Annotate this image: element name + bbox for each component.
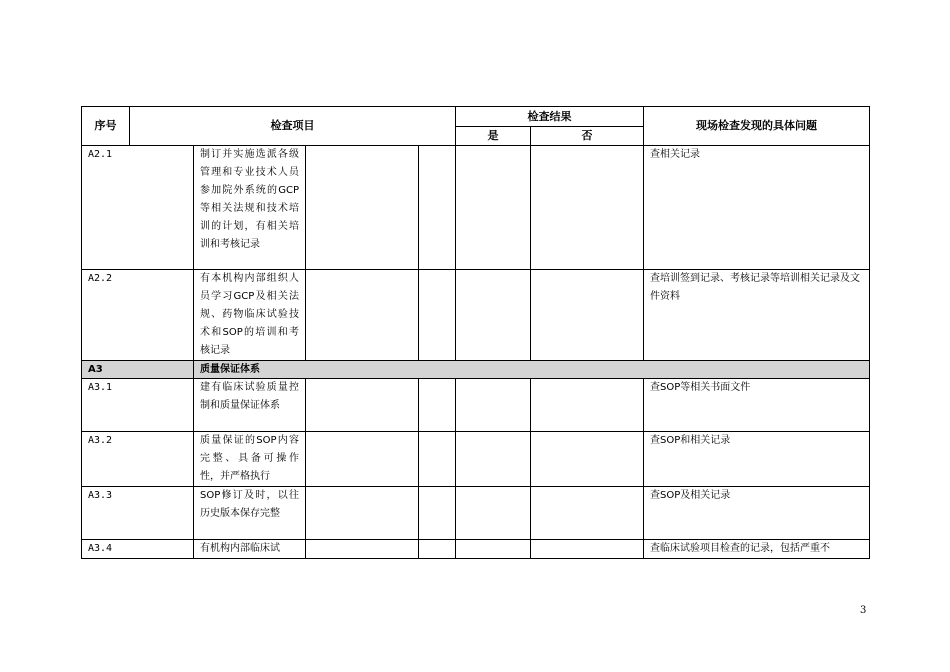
- result-no-cell: [456, 379, 531, 432]
- section-code: A3: [82, 361, 194, 379]
- item-code: A3.4: [82, 540, 194, 559]
- blank-cell: [306, 270, 419, 361]
- section-title: 质量保证体系: [194, 361, 870, 379]
- result-yes-cell: [419, 270, 456, 361]
- header-no: 否: [531, 127, 644, 146]
- blank-cell: [306, 146, 419, 270]
- item-code: A3.3: [82, 487, 194, 540]
- findings-cell: [531, 379, 644, 432]
- item-text: 建有临床试验质量控制和质量保证体系: [194, 379, 306, 432]
- item-text: 有机构内部临床试: [194, 540, 306, 559]
- table-row: [82, 487, 870, 540]
- item-text: 质量保证的SOP内容完整、具备可操作性，并严格执行: [194, 432, 306, 487]
- remark-cell: 查临床试验项目检查的记录，包括严重不: [644, 540, 870, 559]
- result-yes-cell: [419, 146, 456, 270]
- result-yes-cell: [419, 432, 456, 487]
- result-no-cell: [456, 432, 531, 487]
- inspection-table: [81, 106, 870, 559]
- findings-cell: [531, 540, 644, 559]
- header-findings: 现场检查发现的具体问题: [644, 107, 870, 146]
- table-row: [82, 379, 870, 432]
- item-code: A2.1: [82, 146, 194, 270]
- header-yes: 是: [456, 127, 531, 146]
- result-yes-cell: [419, 487, 456, 540]
- table-row: [82, 432, 870, 487]
- findings-cell: [531, 270, 644, 361]
- blank-cell: [306, 432, 419, 487]
- item-code: A3.1: [82, 379, 194, 432]
- findings-cell: [531, 487, 644, 540]
- item-text: 有本机构内部组织人员学习GCP及相关法规、药物临床试验技术和SOP的培训和考核记录: [194, 270, 306, 361]
- header-result: 检查结果: [456, 107, 644, 127]
- item-text: SOP修订及时，以往历史版本保存完整: [194, 487, 306, 540]
- blank-cell: [306, 540, 419, 559]
- page-number: 3: [860, 605, 867, 616]
- remark-cell: 查SOP和相关记录: [644, 432, 870, 487]
- remark-cell: 查相关记录: [644, 146, 870, 270]
- header-seq: 序号: [82, 107, 130, 146]
- item-text: 制订并实施选派各级管理和专业技术人员参加院外系统的GCP等相关法规和技术培训的计划，有相关培训和考核记录: [194, 146, 306, 270]
- result-yes-cell: [419, 379, 456, 432]
- section-row: [82, 361, 870, 379]
- result-no-cell: [456, 540, 531, 559]
- item-code: A3.2: [82, 432, 194, 487]
- item-code: A2.2: [82, 270, 194, 361]
- result-no-cell: [456, 487, 531, 540]
- result-yes-cell: [419, 540, 456, 559]
- table-row: [82, 146, 870, 270]
- table-row: [82, 270, 870, 361]
- blank-cell: [306, 379, 419, 432]
- blank-cell: [306, 487, 419, 540]
- remark-cell: 查SOP等相关书面文件: [644, 379, 870, 432]
- result-no-cell: [456, 146, 531, 270]
- findings-cell: [531, 146, 644, 270]
- findings-cell: [531, 432, 644, 487]
- result-no-cell: [456, 270, 531, 361]
- table-row: [82, 540, 870, 559]
- remark-cell: 查SOP及相关记录: [644, 487, 870, 540]
- remark-cell: 查培训签到记录、考核记录等培训相关记录及文件资料: [644, 270, 870, 361]
- header-item: 检查项目: [130, 107, 456, 146]
